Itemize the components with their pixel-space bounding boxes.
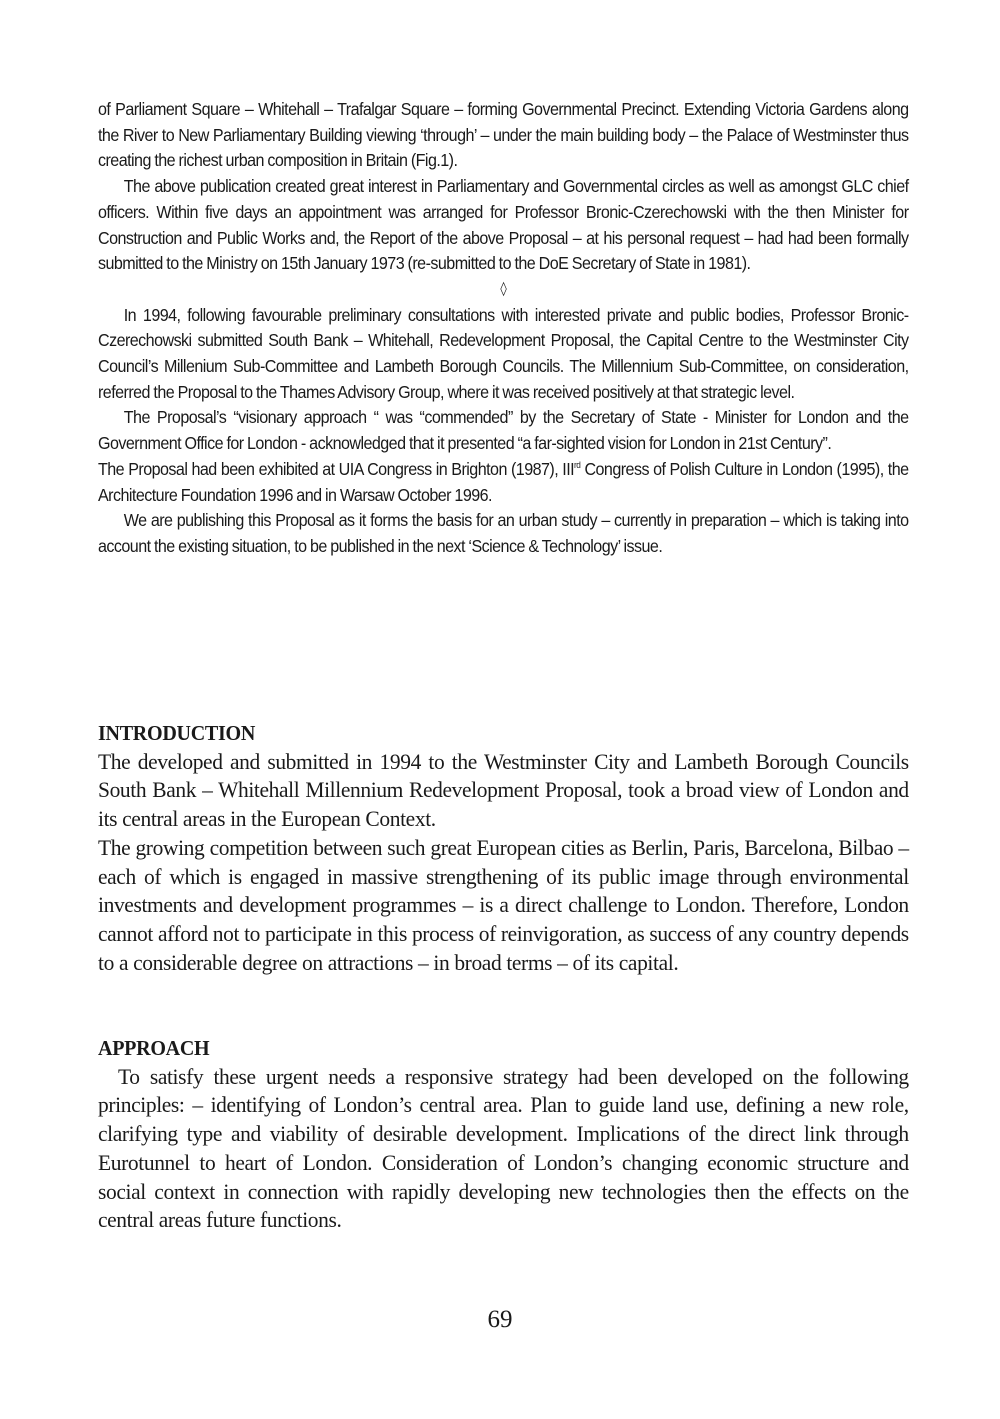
exhibitions-text-start: The Proposal had been exhibited at UIA Congress in Brighton (1987), III — [98, 458, 575, 479]
exhibitions-text-end: Congress of Polish Culture in London (1995), the Architecture Foundation 1996 and in Warsaw October 1996. — [98, 458, 909, 505]
approach-section — [98, 1034, 909, 1235]
paragraph-publishing-note: We are publishing this Proposal as it forms the basis for an urban study – currently in preparation – which is taking into account the existing situation, to be published in the next ‘Science & Technology’ issue. — [98, 510, 909, 556]
approach-heading: APPROACH — [98, 1036, 210, 1060]
paragraph-introduction-2: The growing competition between such great European cities as Berlin, Paris, Barcelona, Bilbao – each of which is engaged in massive strengthening of its public image through environmental investments and development programmes – is a direct challenge to London. Therefore, London cannot afford not to participate in this process of reinvigoration, as success of any country depends to a considerable degree on attractions – in broad terms – of its capital. — [98, 834, 909, 975]
paragraph-1994-submission: In 1994, following favourable preliminary consultations with interested private and public bodies, Professor Bronic-Czerechowski submitted South Bank – Whitehall, Redevelopment Proposal, the Capital Centre to the Westminster City Council’s Millenium Sub-Committee and Lambeth Borough Councils. The Millennium Sub-Committee, on consideration, referred the Proposal to the Thames Advisory Group, where it was received positively at that strategic level. — [98, 304, 909, 402]
paragraph-visionary-approach: The Proposal’s “visionary approach “ was “commended” by the Secretary of State - Minister for London and the Government Office for London - acknowledged that it presented “a far-sighted vision for London in 21st Century”. — [98, 407, 909, 454]
introduction-section — [98, 719, 909, 977]
diamond-separator: ◊ — [500, 280, 507, 297]
paragraph-approach-1: To satisfy these urgent needs a responsive strategy had been developed on the following principles: – identifying of London’s central area. Plan to guide land use, defining a new role, clarifying type and viability of desirable development. Implications of the direct link through Eurotunnel to heart of London. Consideration of London’s changing economic structure and social context in connection with rapidly developing new technologies then the effects on the central areas future functions. — [98, 1063, 909, 1233]
ordinal-superscript: rd — [574, 459, 581, 470]
paragraph-precinct: of Parliament Square – Whitehall – Trafalgar Square – forming Governmental Precinct. Extending Victoria Gardens along the River to New Parliamentary Building viewing ‘through’ – under the main building body – the Palace of Westminster thus creating the richest urban composition in Britain (Fig.1). — [98, 99, 909, 171]
page-number: 69 — [487, 1306, 513, 1333]
paragraph-introduction-1: The developed and submitted in 1994 to the Westminster City and Lambeth Borough Councils South Bank – Whitehall Millennium Redevelopment Proposal, took a broad view of London and its central areas in the European Context. — [98, 748, 909, 832]
paragraph-exhibitions — [98, 457, 909, 508]
paragraph-publication-interest: The above publication created great interest in Parliamentary and Governmental circles as well as amongst GLC chief officers. Within five days an appointment was arranged for Professor Bronic-Czerechowski with the then Minister for Construction and Public Works and, the Report of the above Proposal – at his personal request – had had been formally submitted to the Ministry on 15th January 1973 (re-submitted to the DoE Secretary of State in 1981). — [98, 176, 909, 274]
introduction-heading: INTRODUCTION — [98, 721, 256, 745]
preface-section — [98, 97, 909, 560]
